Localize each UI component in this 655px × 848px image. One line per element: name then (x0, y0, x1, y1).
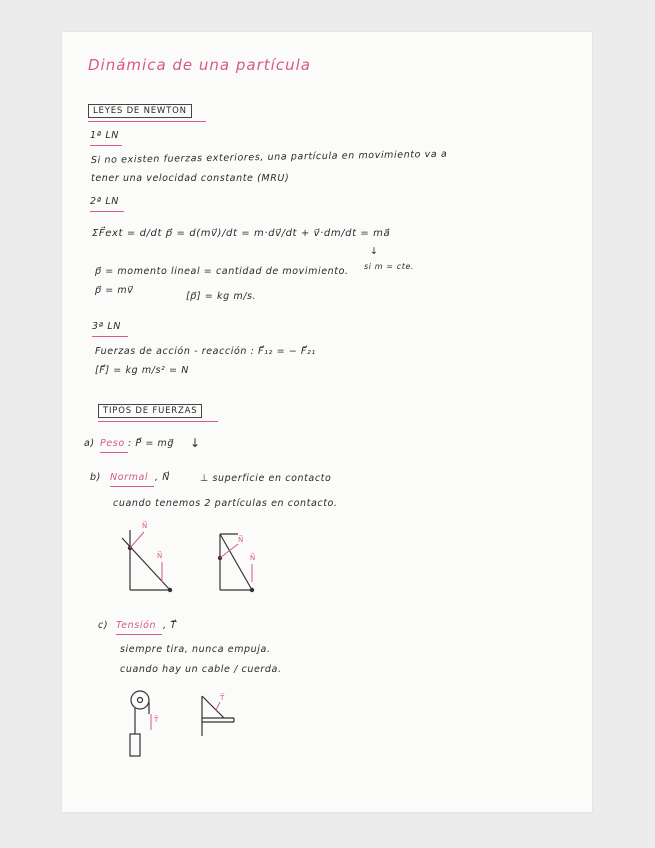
normal-vector-label: N⃗ (142, 522, 148, 530)
law2-equation: ΣF⃗ext = d/dt p⃗ = d(mv⃗)/dt = m·dv⃗/dt + v⃗·dm/dt = ma⃗ (92, 228, 391, 239)
normal-vector-label: N⃗ (157, 552, 163, 560)
force-c-line2: cuando hay un cable / cuerda. (120, 664, 282, 675)
force-b-prefix: b) (90, 472, 101, 483)
contact-point (168, 588, 172, 592)
law3-text-line2: [F⃗] = kg m/s² = N (95, 365, 189, 376)
tension-vector (216, 702, 220, 710)
tension-vector-label: T⃗ (154, 716, 159, 724)
section-heading-forces: TIPOS DE FUERZAS (98, 404, 202, 418)
force-c-underline (116, 634, 162, 635)
force-c-line1: siempre tira, nunca empuja. (120, 644, 271, 655)
pulley-axle (138, 698, 143, 703)
force-b-perp: ⊥ superficie en contacto (200, 473, 332, 484)
heading-underline (88, 121, 206, 122)
hanging-mass (130, 734, 140, 756)
law1-text-line2: tener una velocidad constante (MRU) (91, 173, 290, 184)
normal-vector-label: N⃗ (238, 536, 244, 544)
force-c-name: Tensión (116, 620, 157, 631)
tension-vector-label: T⃗ (220, 694, 225, 702)
law2-def-momentum: p⃗ = momento lineal = cantidad de movimiento. (95, 266, 349, 277)
incline-hypotenuse (220, 534, 252, 590)
force-b-line: cuando tenemos 2 partículas en contacto. (113, 498, 338, 509)
force-a-name: Peso (100, 438, 125, 449)
law2-underline (90, 211, 124, 212)
heading-underline (98, 421, 218, 422)
normal-vector (220, 544, 238, 558)
force-a-arrow: ↓ (190, 436, 201, 450)
force-a-underline (100, 452, 128, 453)
force-c-prefix: c) (98, 620, 109, 631)
law1-label: 1ª LN (90, 130, 119, 141)
force-a-formula: : P⃗ = mg⃗ (128, 438, 175, 449)
force-b-name: Normal (110, 472, 149, 483)
law3-text-line1: Fuerzas de acción - reacción : F⃗₁₂ = − F⃗₂₁ (95, 346, 316, 357)
force-b-formula: , N⃗ (155, 472, 170, 483)
law1-underline (90, 145, 122, 146)
incline-hypotenuse (122, 538, 170, 590)
law1-text-line1: Si no existen fuerzas exteriores, una partícula en movimiento va a (90, 148, 448, 166)
normal-vector (130, 532, 144, 548)
tension-diagram (120, 688, 250, 760)
pulley (131, 691, 149, 709)
page-title: Dinámica de una partícula (88, 56, 311, 74)
law3-underline (92, 336, 128, 337)
normal-force-diagram (110, 520, 280, 600)
law2-mass-note: si m = cte. (364, 262, 415, 271)
law2-units: [p⃗] = kg m/s. (186, 291, 257, 302)
contact-point (250, 588, 254, 592)
force-a-prefix: a) (84, 438, 95, 449)
law2-def-formula: p⃗ = mv⃗ (95, 285, 134, 296)
law2-arrow: ↓ (370, 246, 379, 257)
force-b-underline (110, 486, 154, 487)
force-c-formula: , T⃗ (163, 620, 177, 631)
law2-label: 2ª LN (90, 196, 119, 207)
law3-label: 3ª LN (92, 321, 121, 332)
normal-vector-label: N⃗ (250, 554, 256, 562)
section-heading-newton: LEYES DE NEWTON (88, 104, 192, 118)
